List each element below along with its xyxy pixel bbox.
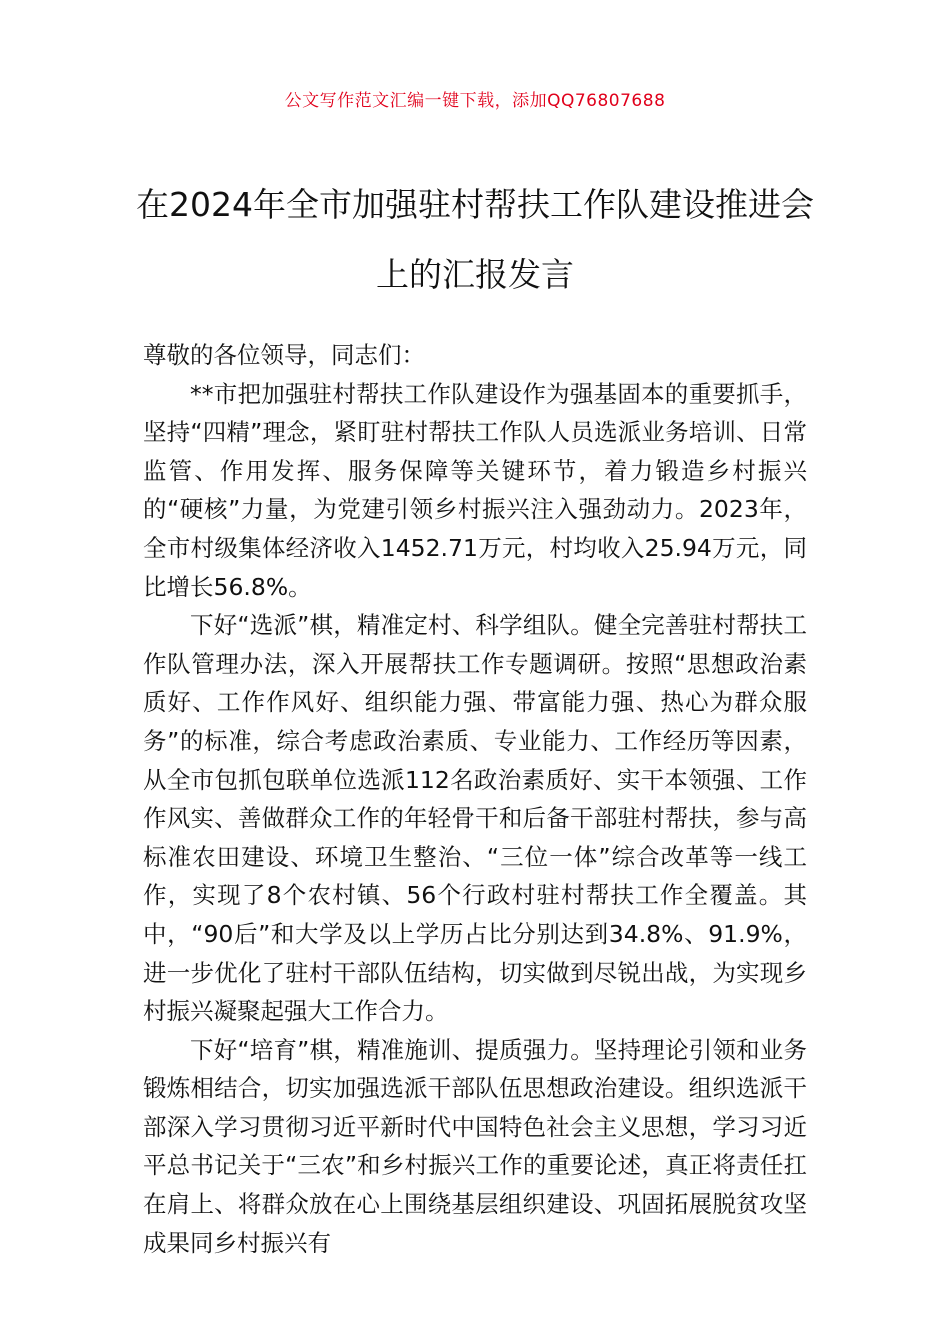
document-title: 在2024年全市加强驻村帮扶工作队建设推进会上的汇报发言: [136, 185, 814, 294]
download-notice: 公文写作范文汇编一键下载，添加QQ76807688: [284, 91, 666, 111]
paragraph-training: 下好“培育”棋，精准施训、提质强力。坚持理论引领和业务锻炼相结合，切实加强选派干部队伍思想政治建设。组织选派干部深入学习贯彻习近平新时代中国特色社会主义思想，学习习近平总书记关于“三农”和乡村振兴工作的重要论述，真正将责任扛在肩上、将群众放在心上围绕基层组织建设、巩固拓展脱贫攻坚成果同乡村振兴有: [143, 1035, 807, 1257]
paragraph-selection: 下好“选派”棋，精准定村、科学组队。健全完善驻村帮扶工作队管理办法，深入开展帮扶工作专题调研。按照“思想政治素质好、工作作风好、组织能力强、带富能力强、热心为群众服务”的标准，综合考虑政治素质、专业能力、工作经历等因素，从全市包抓包联单位选派112名政治素质好、实干本领强、工作作风实、善做群众工作的年轻骨干和后备干部驻村帮扶，参与高标准农田建设、环境卫生整治、“三位一体”综合改革等一线工作，实现了8个农村镇、56个行政村驻村帮扶工作全覆盖。其中，“90后”和大学及以上学历占比分别达到34.8%、91.9%，进一步优化了驻村干部队伍结构，切实做到尽锐出战，为实现乡村振兴凝聚起强大工作合力。: [143, 611, 807, 1026]
salutation: 尊敬的各位领导，同志们：: [143, 341, 425, 369]
paragraph-intro: **市把加强驻村帮扶工作队建设作为强基固本的重要抓手，坚持“四精”理念，紧盯驻村帮扶工作队人员选派业务培训、日常监管、作用发挥、服务保障等关键环节，着力锻造乡村振兴的“硬核”力量，为党建引领乡村振兴注入强劲动力。2023年，全市村级集体经济收入1452.71万元，村均收入25.94万元，同比增长56.8%。: [143, 379, 807, 601]
document-body: [143, 336, 807, 1262]
